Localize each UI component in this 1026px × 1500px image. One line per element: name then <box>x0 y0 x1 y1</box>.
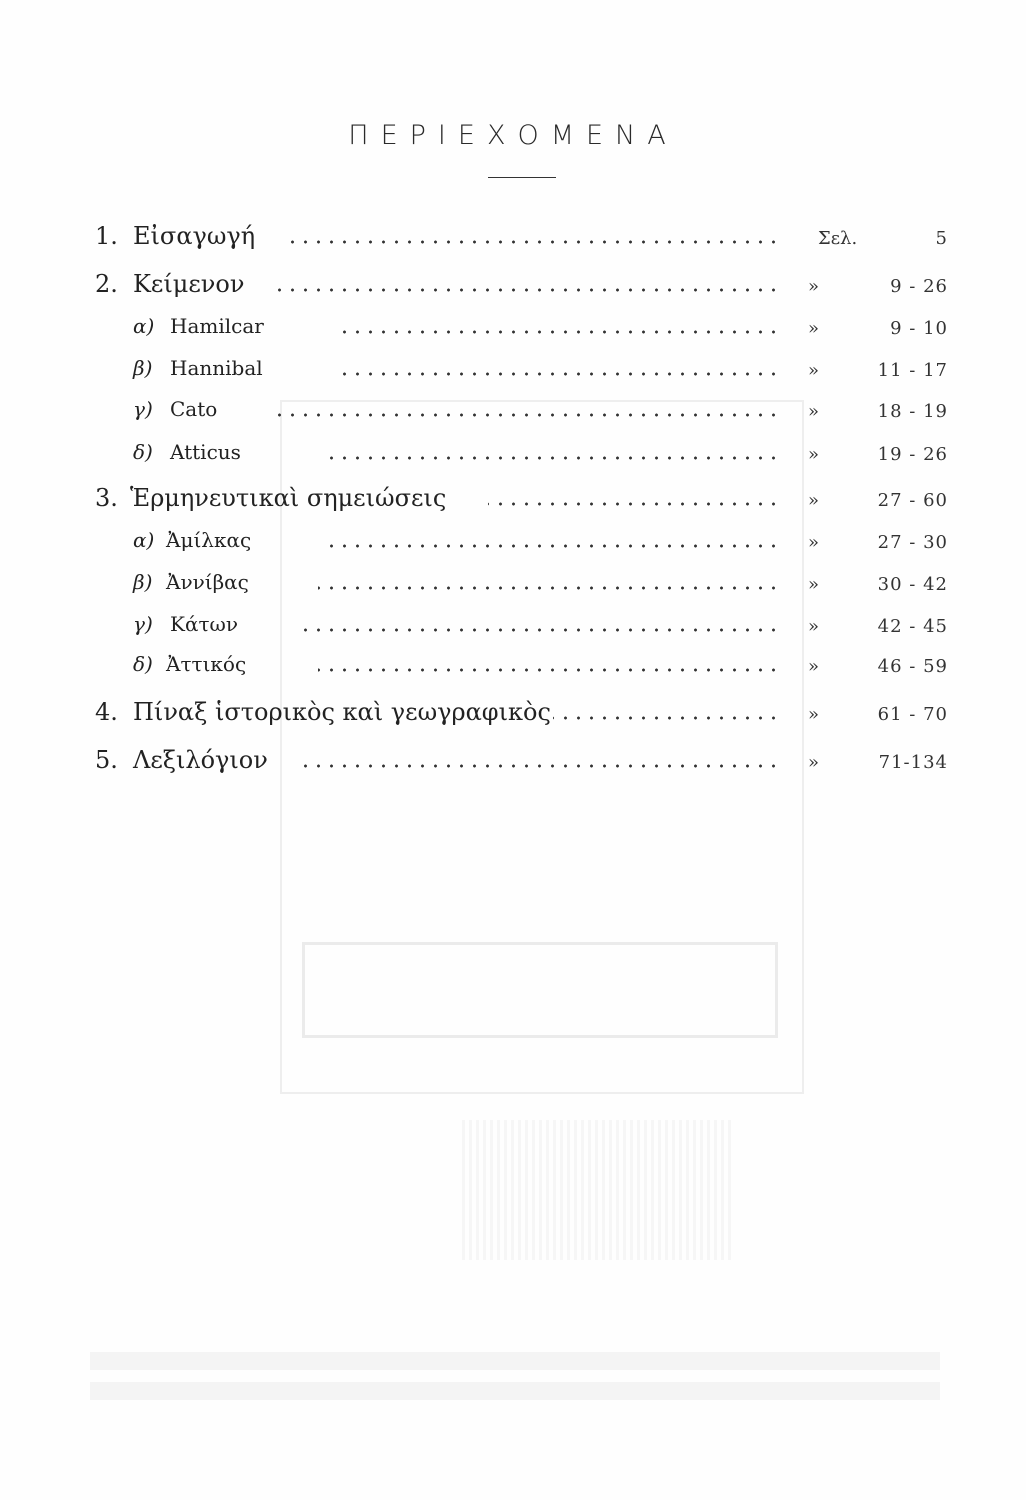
entry-number: 2. <box>95 270 118 298</box>
leader-dots <box>318 586 780 590</box>
entry-label: Πίναξ ἱστορικὸς καὶ γεωγραφικὸς <box>133 698 551 726</box>
entry-label: Atticus <box>170 440 241 464</box>
toc-entry[interactable] <box>0 484 1026 524</box>
page-range: 46 - 59 <box>877 656 948 677</box>
ditto-mark: » <box>808 490 820 511</box>
page-range: 9 - 26 <box>890 276 948 297</box>
leader-dots <box>318 668 780 672</box>
entry-label: Ἀννίβας <box>166 570 249 594</box>
entry-letter: δ) <box>133 440 153 464</box>
toc-subentry[interactable] <box>0 612 1026 652</box>
entry-number: 4. <box>95 698 118 726</box>
entry-label: Ἀμίλκας <box>166 528 252 552</box>
ditto-mark: » <box>808 276 820 297</box>
ditto-mark: » <box>808 401 820 422</box>
toc-entry[interactable] <box>0 222 1026 262</box>
page-range: 11 - 17 <box>877 360 948 381</box>
entry-label: Cato <box>170 397 218 421</box>
entry-letter: α) <box>133 314 155 338</box>
leader-dots <box>330 456 780 460</box>
toc-subentry[interactable] <box>0 397 1026 437</box>
toc-subentry[interactable] <box>0 528 1026 568</box>
entry-letter: β) <box>133 356 153 380</box>
leader-dots <box>340 330 780 334</box>
entry-label: Λεξιλόγιον <box>133 746 268 774</box>
entry-label: Εἰσαγωγή <box>133 222 256 250</box>
entry-label: Κάτων <box>170 612 238 636</box>
toc-subentry[interactable] <box>0 440 1026 480</box>
page-range: 27 - 60 <box>877 490 948 511</box>
toc-subentry[interactable] <box>0 570 1026 610</box>
leader-dots <box>295 764 780 768</box>
page-range: 30 - 42 <box>877 574 948 595</box>
ditto-mark: » <box>808 752 820 773</box>
leader-dots <box>290 240 780 244</box>
ditto-mark: » <box>808 616 820 637</box>
page-range: 61 - 70 <box>877 704 948 725</box>
ditto-mark: » <box>808 656 820 677</box>
entry-number: 3. <box>95 484 118 512</box>
page-range: 9 - 10 <box>890 318 948 339</box>
toc-entry[interactable] <box>0 270 1026 310</box>
ditto-mark: » <box>808 574 820 595</box>
page-range: 5 <box>935 228 948 249</box>
page-range: 18 - 19 <box>877 401 948 422</box>
entry-label: Hannibal <box>170 356 263 380</box>
leader-dots <box>300 628 780 632</box>
entry-label: Ἑρμηνευτικαὶ σημειώσεις <box>130 484 447 512</box>
toc-entry[interactable] <box>0 698 1026 738</box>
ditto-mark: » <box>808 704 820 725</box>
page-title: ΠΕΡΙΕΧΟΜΕΝΑ <box>348 120 678 151</box>
leader-dots <box>340 372 780 376</box>
page-range: 27 - 30 <box>877 532 948 553</box>
entry-number: 5. <box>95 746 118 774</box>
toc-subentry[interactable] <box>0 356 1026 396</box>
ditto-mark: » <box>808 318 820 339</box>
entry-letter: β) <box>133 570 153 594</box>
ditto-mark: » <box>808 360 820 381</box>
toc-subentry[interactable] <box>0 652 1026 692</box>
ditto-mark: » <box>808 532 820 553</box>
leader-dots <box>488 502 780 506</box>
leader-dots <box>275 288 780 292</box>
entry-letter: δ) <box>133 652 153 676</box>
page-range: 71-134 <box>878 752 948 773</box>
page-range: 42 - 45 <box>877 616 948 637</box>
toc-subentry[interactable] <box>0 314 1026 354</box>
leader-dots <box>325 544 780 548</box>
page-range: 19 - 26 <box>877 444 948 465</box>
toc-entry[interactable] <box>0 746 1026 786</box>
leader-dots <box>275 413 780 417</box>
ditto-mark: » <box>808 444 820 465</box>
page-prefix: Σελ. <box>818 228 858 249</box>
leader-dots <box>553 716 780 720</box>
entry-letter: γ) <box>133 612 153 636</box>
entry-label: Κείμενον <box>133 270 245 298</box>
entry-letter: γ) <box>133 397 153 421</box>
entry-label: Ἀττικός <box>166 652 247 676</box>
entry-letter: α) <box>133 528 155 552</box>
entry-number: 1. <box>95 222 118 250</box>
entry-label: Hamilcar <box>170 314 264 338</box>
